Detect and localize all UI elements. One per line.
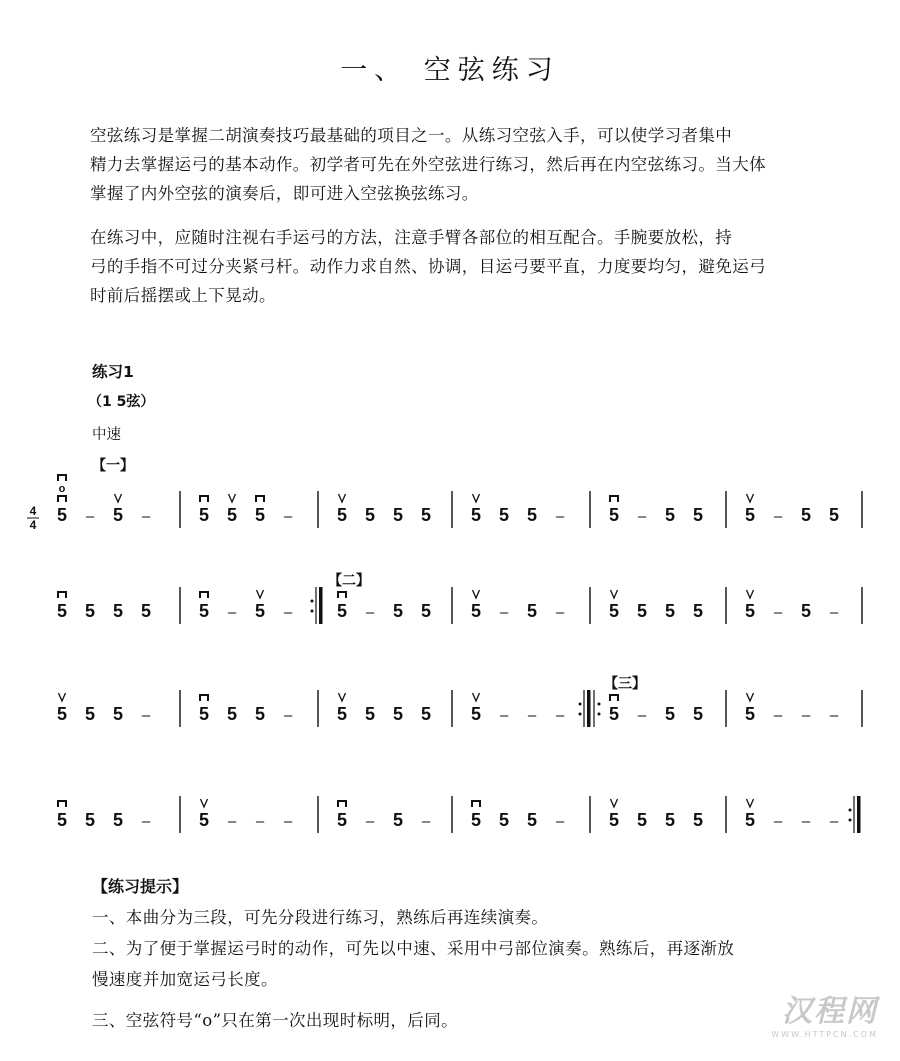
note: 5 <box>692 601 704 621</box>
dash-note: – <box>421 813 431 830</box>
dash-note: – <box>555 813 565 830</box>
exercise-name: 练习1 <box>92 363 134 381</box>
intro-p1-line: 空弦练习是掌握二胡演奏技巧最基础的项目之一。从练习空弦入手，可以使学习者集中 <box>90 126 733 145</box>
note: 5 <box>84 810 96 830</box>
dash-note: – <box>141 707 151 724</box>
note: 5 <box>392 810 404 830</box>
note: 5 <box>336 505 348 525</box>
tip-line: 三、空弦符号“o”只在第一次出现时标明，后同。 <box>92 1011 459 1030</box>
dash-note: – <box>255 813 265 830</box>
up-bow-mark-icon <box>611 799 618 807</box>
note: 5 <box>198 505 210 525</box>
note: 5 <box>226 704 238 724</box>
note: 5 <box>112 810 124 830</box>
repeat-thick-bar <box>319 587 323 624</box>
note: 5 <box>56 704 68 724</box>
note: 5 <box>664 601 676 621</box>
repeat-dot <box>311 610 314 613</box>
section-label: 【三】 <box>604 675 646 691</box>
up-bow-mark-icon <box>339 693 346 701</box>
note: 5 <box>56 505 68 525</box>
dash-note: – <box>637 508 647 525</box>
exercise-strings: （1 5弦） <box>88 394 155 410</box>
section-label: 【二】 <box>328 572 370 588</box>
intro-p1-line: 精力去掌握运弓的基本动作。初学者可先在外空弦进行练习，然后再在内空弦练习。当大体 <box>90 155 766 174</box>
up-bow-mark-icon <box>473 693 480 701</box>
note: 5 <box>636 810 648 830</box>
note: 5 <box>692 704 704 724</box>
note: 5 <box>254 704 266 724</box>
dash-note: – <box>283 707 293 724</box>
up-bow-mark-icon <box>473 590 480 598</box>
note: 5 <box>112 505 124 525</box>
note: 5 <box>470 704 482 724</box>
down-bow-mark-icon <box>610 695 618 701</box>
note: 5 <box>828 505 840 525</box>
dash-note: – <box>365 813 375 830</box>
note: 5 <box>800 505 812 525</box>
note: 5 <box>526 810 538 830</box>
dash-note: – <box>555 604 565 621</box>
exercise-tempo: 中速 <box>92 427 121 443</box>
page-title: 一、 空弦练习 <box>340 55 560 87</box>
tip-line: 慢速度并加宽运弓长度。 <box>92 970 278 989</box>
note: 5 <box>800 601 812 621</box>
note: 5 <box>744 601 756 621</box>
note: 5 <box>336 810 348 830</box>
up-bow-mark-icon <box>747 494 754 502</box>
note: 5 <box>664 704 676 724</box>
dash-note: – <box>365 604 375 621</box>
note: 5 <box>56 810 68 830</box>
dash-note: – <box>829 813 839 830</box>
up-bow-mark-icon <box>611 590 618 598</box>
dash-note: – <box>801 813 811 830</box>
open-string-mark: o <box>58 483 66 495</box>
down-bow-mark-icon <box>58 801 66 807</box>
down-bow-mark-icon <box>338 592 346 598</box>
intro-p2-line: 时前后摇摆或上下晃动。 <box>90 286 276 305</box>
note: 5 <box>420 704 432 724</box>
note: 5 <box>608 601 620 621</box>
note: 5 <box>664 810 676 830</box>
dash-note: – <box>829 604 839 621</box>
dash-note: – <box>801 707 811 724</box>
down-bow-mark-icon <box>200 592 208 598</box>
down-bow-mark-icon <box>58 496 66 502</box>
dash-note: – <box>555 707 565 724</box>
note: 5 <box>526 505 538 525</box>
note: 5 <box>498 810 510 830</box>
up-bow-mark-icon <box>747 693 754 701</box>
note: 5 <box>84 704 96 724</box>
dash-note: – <box>85 508 95 525</box>
note: 5 <box>392 704 404 724</box>
repeat-dot <box>849 809 852 812</box>
note: 5 <box>392 505 404 525</box>
note: 5 <box>470 810 482 830</box>
note: 5 <box>420 505 432 525</box>
dash-note: – <box>829 707 839 724</box>
down-bow-mark-icon <box>256 496 264 502</box>
dash-note: – <box>637 707 647 724</box>
note: 5 <box>336 601 348 621</box>
note: 5 <box>198 810 210 830</box>
down-bow-mark-icon <box>338 801 346 807</box>
down-bow-mark-icon <box>610 496 618 502</box>
note: 5 <box>140 601 152 621</box>
repeat-thick-bar <box>857 796 861 833</box>
intro-p2-line: 在练习中，应随时注视右手运弓的方法，注意手臂各部位的相互配合。手腕要放松，持 <box>90 228 733 247</box>
tip-line: 一、本曲分为三段，可先分段进行练习，熟练后再连续演奏。 <box>92 908 549 927</box>
dash-note: – <box>773 813 783 830</box>
repeat-dot <box>311 600 314 603</box>
down-bow-mark-icon <box>58 475 66 481</box>
note: 5 <box>692 505 704 525</box>
dash-note: – <box>227 604 237 621</box>
dash-note: – <box>527 707 537 724</box>
repeat-dot <box>579 713 582 716</box>
tips-heading: 【练习提示】 <box>92 877 189 896</box>
note: 5 <box>498 505 510 525</box>
dash-note: – <box>773 707 783 724</box>
time-signature-bottom: 4 <box>29 518 37 532</box>
dash-note: – <box>555 508 565 525</box>
repeat-dot <box>849 819 852 822</box>
up-bow-mark-icon <box>339 494 346 502</box>
note: 5 <box>744 810 756 830</box>
up-bow-mark-icon <box>747 799 754 807</box>
down-bow-mark-icon <box>200 695 208 701</box>
repeat-thick-bar <box>587 690 591 727</box>
dash-note: – <box>283 813 293 830</box>
note: 5 <box>608 810 620 830</box>
note: 5 <box>226 505 238 525</box>
section-label: 【一】 <box>92 457 134 473</box>
note: 5 <box>744 704 756 724</box>
watermark-text: 汉程网 <box>782 994 878 1029</box>
note: 5 <box>392 601 404 621</box>
down-bow-mark-icon <box>200 496 208 502</box>
up-bow-mark-icon <box>747 590 754 598</box>
up-bow-mark-icon <box>473 494 480 502</box>
down-bow-mark-icon <box>472 801 480 807</box>
note: 5 <box>364 704 376 724</box>
note: 5 <box>470 505 482 525</box>
time-signature-top: 4 <box>29 504 37 518</box>
up-bow-mark-icon <box>201 799 208 807</box>
note: 5 <box>84 601 96 621</box>
note: 5 <box>56 601 68 621</box>
repeat-dot <box>598 703 601 706</box>
up-bow-mark-icon <box>257 590 264 598</box>
note: 5 <box>608 704 620 724</box>
note: 5 <box>608 505 620 525</box>
note: 5 <box>254 601 266 621</box>
down-bow-mark-icon <box>58 592 66 598</box>
dash-note: – <box>141 813 151 830</box>
note: 5 <box>198 704 210 724</box>
intro-p2-line: 弓的手指不可过分夹紧弓杆。动作力求自然、协调，目运弓要平直，力度要均匀，避免运弓 <box>90 257 766 276</box>
dash-note: – <box>227 813 237 830</box>
intro-p1-line: 掌握了内外空弦的演奏后，即可进入空弦换弦练习。 <box>90 184 479 203</box>
dash-note: – <box>283 508 293 525</box>
note: 5 <box>526 601 538 621</box>
repeat-dot <box>598 713 601 716</box>
note: 5 <box>112 704 124 724</box>
up-bow-mark-icon <box>115 494 122 502</box>
note: 5 <box>664 505 676 525</box>
dash-note: – <box>773 604 783 621</box>
note: 5 <box>112 601 124 621</box>
dash-note: – <box>773 508 783 525</box>
dash-note: – <box>141 508 151 525</box>
watermark-logo <box>771 986 878 1039</box>
tip-line: 二、为了便于掌握运弓时的动作，可先以中速、采用中弓部位演奏。熟练后，再逐渐放 <box>92 939 735 958</box>
note: 5 <box>692 810 704 830</box>
up-bow-mark-icon <box>59 693 66 701</box>
note: 5 <box>636 601 648 621</box>
watermark-url: WWW.HTTPCN.COM <box>771 1030 878 1039</box>
dash-note: – <box>283 604 293 621</box>
note: 5 <box>744 505 756 525</box>
note: 5 <box>420 601 432 621</box>
note: 5 <box>470 601 482 621</box>
repeat-dot <box>579 703 582 706</box>
dash-note: – <box>499 604 509 621</box>
note: 5 <box>254 505 266 525</box>
note: 5 <box>198 601 210 621</box>
note: 5 <box>364 505 376 525</box>
note: 5 <box>336 704 348 724</box>
dash-note: – <box>499 707 509 724</box>
up-bow-mark-icon <box>229 494 236 502</box>
